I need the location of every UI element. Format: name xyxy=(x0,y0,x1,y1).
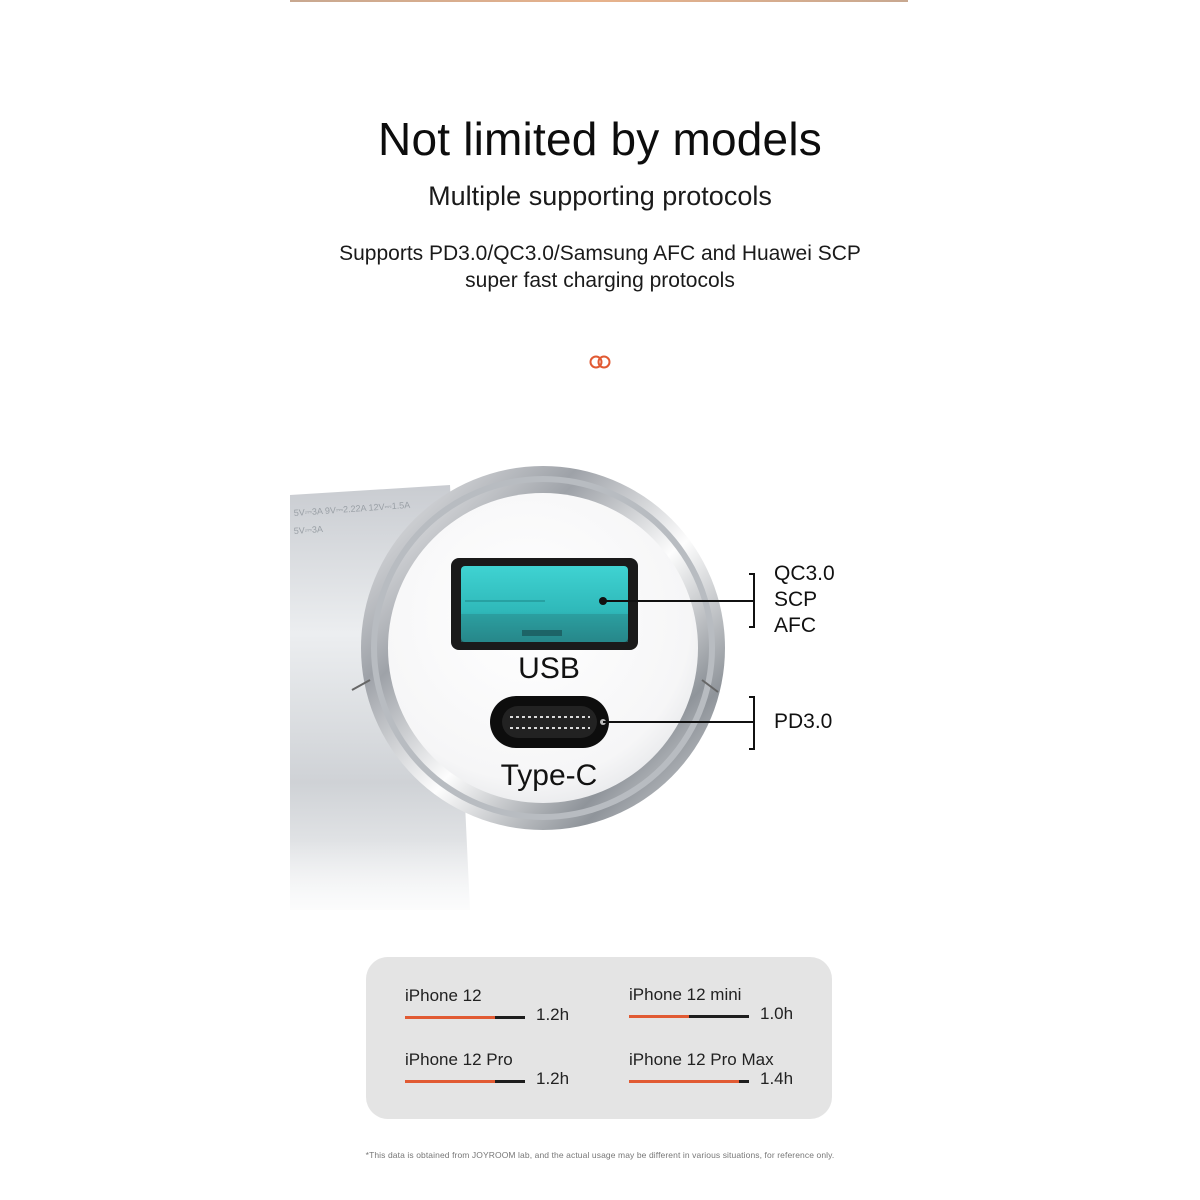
protocol-qc3: QC3.0 xyxy=(774,562,835,585)
protocol-afc: AFC xyxy=(774,614,816,637)
device-name: iPhone 12 xyxy=(405,986,482,1005)
charge-item xyxy=(629,1050,819,1088)
car-charger-illustration xyxy=(290,440,908,940)
description-line-1: Supports PD3.0/QC3.0/Samsung AFC and Huawei SCP xyxy=(339,242,861,265)
usb-port-label: USB xyxy=(518,652,580,685)
page-title: Not limited by models xyxy=(378,113,822,165)
page-subtitle: Multiple supporting protocols xyxy=(428,181,772,211)
charge-bar-fill xyxy=(405,1080,495,1083)
charge-time: 1.0h xyxy=(760,1004,794,1023)
charge-bar xyxy=(629,1080,749,1083)
charger-graphic xyxy=(290,440,908,940)
usb-protocol-list xyxy=(774,561,835,639)
charge-bar-fill xyxy=(405,1016,495,1019)
svg-text:5V⎓3A 9V⎓2.22A 12V⎓1.5A: 5V⎓3A 9V⎓2.22A 12V⎓1.5A xyxy=(293,499,411,518)
device-name: iPhone 12 Pro xyxy=(405,1050,513,1069)
description xyxy=(0,240,1200,294)
disclaimer: *This data is obtained from JOYROOM lab, and the actual usage may be different in various situations, for reference only. xyxy=(365,1150,835,1160)
protocol-scp: SCP xyxy=(774,588,818,611)
type-c-port xyxy=(490,696,609,748)
device-name: iPhone 12 mini xyxy=(629,985,742,1004)
charge-bar xyxy=(405,1080,525,1083)
top-accent-bar xyxy=(290,0,908,2)
charge-bar-fill xyxy=(629,1015,689,1018)
charge-item xyxy=(629,985,819,1023)
charge-time: 1.2h xyxy=(536,1069,570,1088)
charge-time: 1.4h xyxy=(760,1069,794,1088)
svg-text:5V⎓3A: 5V⎓3A xyxy=(293,523,324,536)
usb-port xyxy=(451,558,638,650)
double-ring-icon xyxy=(588,354,612,370)
charge-item xyxy=(405,986,595,1024)
protocol-pd3: PD3.0 xyxy=(774,710,833,733)
charge-item xyxy=(405,1050,595,1088)
type-c-protocol-list xyxy=(774,709,832,735)
charge-time: 1.2h xyxy=(536,1005,570,1024)
device-name: iPhone 12 Pro Max xyxy=(629,1050,774,1069)
charge-bar xyxy=(629,1015,749,1018)
description-line-2: super fast charging protocols xyxy=(465,269,735,292)
charge-bar xyxy=(405,1016,525,1019)
charge-bar-fill xyxy=(629,1080,739,1083)
type-c-port-label: Type-C xyxy=(500,759,598,792)
charge-time-panel xyxy=(366,957,832,1119)
